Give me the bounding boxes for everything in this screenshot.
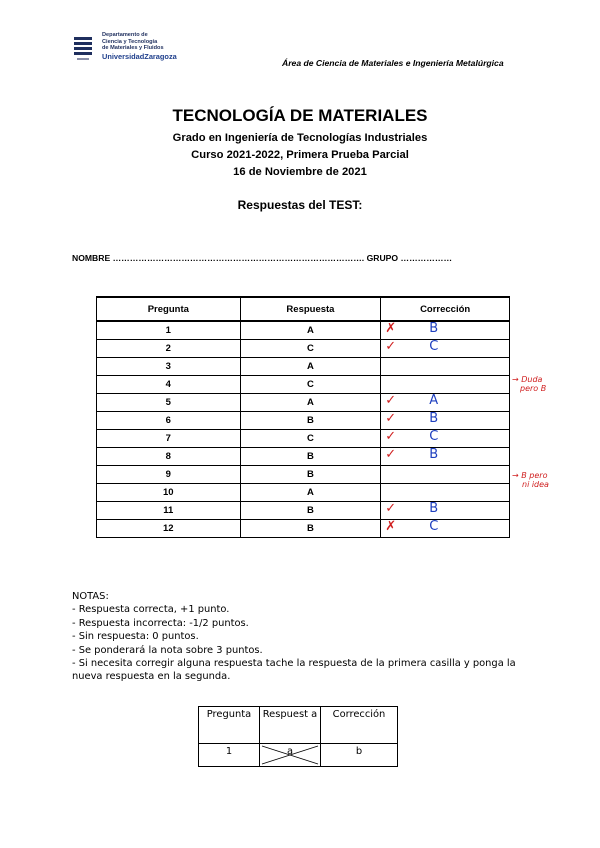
- example-question: 1: [199, 744, 260, 767]
- answer-cell: B: [240, 502, 381, 520]
- table-row: [97, 321, 510, 340]
- degree-subtitle: Grado en Ingeniería de Tecnologías Industriales: [172, 132, 428, 144]
- answer-cell: B: [240, 412, 381, 430]
- correction-cell: [381, 376, 510, 394]
- table-row: [97, 466, 510, 484]
- answer-cell: B: [240, 448, 381, 466]
- margin-note-q4: [512, 376, 546, 393]
- correction-cell: [381, 520, 510, 538]
- question-number: 4: [97, 376, 241, 394]
- margin-note-q9-line2: ni idea: [522, 479, 549, 489]
- answer-cell: B: [240, 466, 381, 484]
- check-mark-icon: ✓: [385, 501, 397, 516]
- table-row: [97, 358, 510, 376]
- question-number: 6: [97, 412, 241, 430]
- corrected-answer: C: [429, 339, 439, 354]
- question-number: 11: [97, 502, 241, 520]
- question-number: 1: [97, 321, 241, 340]
- university-logo: [72, 32, 212, 68]
- header-pregunta: Pregunta: [97, 297, 241, 321]
- table-header-row: [97, 297, 510, 321]
- corrected-answer: C: [429, 429, 439, 444]
- notes-section: [72, 590, 542, 684]
- correction-cell: [381, 466, 510, 484]
- example-table: [198, 706, 398, 767]
- cross-mark-icon: ✗: [385, 321, 397, 336]
- correction-cell: [381, 484, 510, 502]
- margin-note-q4-line2: pero B: [520, 383, 547, 393]
- cross-mark-icon: ✗: [385, 519, 397, 534]
- check-mark-icon: ✓: [385, 447, 397, 462]
- answer-cell: C: [240, 340, 381, 358]
- notes-heading: NOTAS:: [72, 591, 109, 602]
- example-header-row: [199, 707, 398, 744]
- table-row: [97, 412, 510, 430]
- correction-cell: [381, 430, 510, 448]
- correction-cell: [381, 321, 510, 340]
- correction-cell: [381, 502, 510, 520]
- corrected-answer: B: [429, 447, 439, 462]
- logo-line-1: Departamento de: [102, 32, 148, 38]
- corrected-answer: A: [429, 393, 439, 408]
- correction-cell: [381, 412, 510, 430]
- logo-text: [102, 32, 177, 61]
- correction-cell: [381, 448, 510, 466]
- logo-line-2: Ciencia y Tecnología: [102, 38, 158, 45]
- exam-date: 16 de Noviembre de 2021: [233, 166, 367, 178]
- answer-cell: C: [240, 430, 381, 448]
- answer-cell: A: [240, 358, 381, 376]
- logo-university: UniversidadZaragoza: [102, 51, 177, 61]
- question-number: 10: [97, 484, 241, 502]
- question-number: 9: [97, 466, 241, 484]
- example-crossed-answer: [260, 744, 321, 767]
- question-number: 12: [97, 520, 241, 538]
- example-correction: b: [321, 744, 398, 767]
- check-mark-icon: ✓: [385, 429, 397, 444]
- note-item: - Sin respuesta: 0 puntos.: [72, 631, 199, 643]
- answers-table: [96, 296, 510, 538]
- note-item: - Si necesita corregir alguna respuesta tache la respuesta de la primera casilla y ponga la nueva respuesta en la segunda.: [72, 658, 516, 683]
- question-number: 2: [97, 340, 241, 358]
- note-item: - Respuesta incorrecta: -1/2 puntos.: [72, 617, 249, 629]
- example-row: [199, 744, 398, 767]
- note-item: - Se ponderará la nota sobre 3 puntos.: [72, 644, 263, 656]
- table-row: [97, 502, 510, 520]
- question-number: 5: [97, 394, 241, 412]
- table-row: [97, 430, 510, 448]
- answer-cell: A: [240, 321, 381, 340]
- margin-note-q9: [512, 472, 549, 489]
- strike-cross-icon: [260, 744, 320, 766]
- table-row: [97, 376, 510, 394]
- university-emblem-icon: [72, 34, 94, 64]
- example-header-correccion: Corrección: [321, 707, 398, 744]
- check-mark-icon: ✓: [385, 411, 397, 426]
- question-number: 7: [97, 430, 241, 448]
- answer-cell: C: [240, 376, 381, 394]
- area-label: Área de Ciencia de Materiales e Ingeniería Metalúrgica: [282, 58, 504, 68]
- corrected-answer: C: [429, 519, 439, 534]
- header-respuesta: Respuesta: [240, 297, 381, 321]
- corrected-answer: B: [429, 411, 439, 426]
- example-header-pregunta: Pregunta: [199, 707, 260, 744]
- section-heading: Respuestas del TEST:: [237, 198, 363, 212]
- correction-cell: [381, 340, 510, 358]
- table-row: [97, 340, 510, 358]
- margin-note-q4-line1: → Duda: [512, 375, 543, 384]
- correction-cell: [381, 394, 510, 412]
- table-row: [97, 484, 510, 502]
- table-row: [97, 520, 510, 538]
- corrected-answer: B: [429, 501, 439, 516]
- logo-line-3: de Materiales y Fluidos: [102, 45, 164, 52]
- header-correccion: Corrección: [381, 297, 510, 321]
- margin-note-q9-line1: → B pero: [512, 471, 548, 480]
- answer-cell: A: [240, 394, 381, 412]
- table-row: [97, 448, 510, 466]
- correction-cell: [381, 358, 510, 376]
- question-number: 3: [97, 358, 241, 376]
- name-group-line: NOMBRE ……………………………………………………………………………. GRUPO ………………: [72, 253, 453, 263]
- example-header-respuesta: Respuest a: [260, 707, 321, 744]
- page-title: TECNOLOGÍA DE MATERIALES: [172, 106, 428, 125]
- table-row: [97, 394, 510, 412]
- example-answer: a: [286, 746, 294, 757]
- question-number: 8: [97, 448, 241, 466]
- course-subtitle: Curso 2021-2022, Primera Prueba Parcial: [191, 149, 409, 161]
- answer-cell: A: [240, 484, 381, 502]
- check-mark-icon: ✓: [385, 393, 397, 408]
- corrected-answer: B: [429, 321, 439, 336]
- note-item: - Respuesta correcta, +1 punto.: [72, 604, 230, 616]
- answer-cell: B: [240, 520, 381, 538]
- check-mark-icon: ✓: [385, 339, 397, 354]
